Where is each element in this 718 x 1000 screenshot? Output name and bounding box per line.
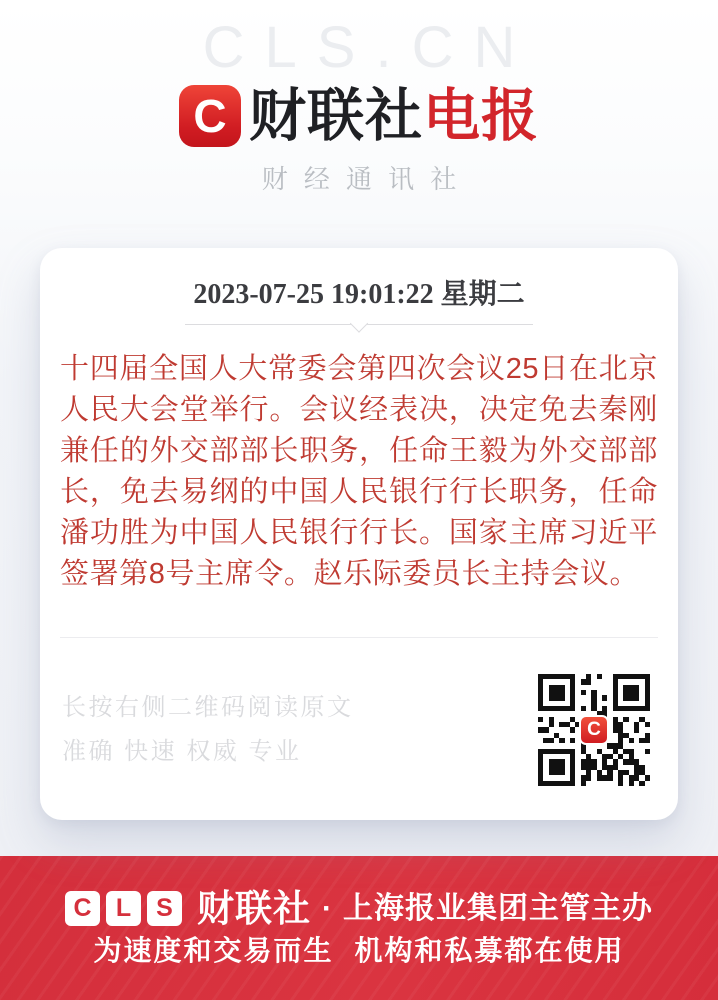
- banner-host-text: 上海报业集团主管主办: [343, 891, 653, 925]
- brand-logo: [0, 85, 718, 147]
- divider-notch-icon: [350, 314, 368, 332]
- telegraph-card: [40, 248, 678, 820]
- cls-letterbox-s: S: [147, 891, 182, 926]
- cls-letterbox-c: C: [65, 891, 100, 926]
- date-block: [185, 272, 533, 325]
- qr-hint-block: [60, 686, 354, 774]
- bottom-brand-banner: [0, 856, 718, 1000]
- qr-hint-line1: 长按右侧二维码阅读原文: [62, 694, 354, 721]
- cls-letterbox-l: L: [106, 891, 141, 926]
- banner-brand-line: [65, 890, 653, 927]
- date-divider: [185, 324, 533, 325]
- cls-watermark: CLS.CN: [202, 15, 536, 80]
- banner-separator: ·: [322, 891, 332, 925]
- brand-subtitle: 财经通讯社: [261, 164, 473, 194]
- datetime-text: 2023-07-25 19:01:22 星期二: [193, 279, 525, 310]
- cls-letterboxes: [65, 891, 182, 926]
- brand-title-black: 财联社: [249, 83, 423, 148]
- banner-slogan: 为速度和交易而生 机构和私募都在使用: [93, 936, 625, 967]
- qr-hint-line2: 准确 快速 权威 专业: [62, 738, 302, 765]
- qr-center-logo-icon: C: [579, 715, 609, 745]
- footer-divider: [60, 637, 658, 638]
- news-body-text: 十四届全国人大常委会第四次会议25日在北京人民大会堂举行。会议经表决，决定免去秦刚兼任的外交部部长职务，任命王毅为外交部部长，免去易纲的中国人民银行行长职务，任命潘功胜为中国人民银行行长。国家主席习近平签署第8号主席令。赵乐际委员长主持会议。: [60, 353, 658, 590]
- banner-brand-name: 财联社: [197, 888, 311, 929]
- brand-title: [249, 83, 539, 148]
- cls-c-badge-icon: C: [179, 85, 241, 147]
- qr-code[interactable]: [538, 674, 650, 786]
- brand-title-red: 电报: [423, 83, 539, 148]
- card-footer: [60, 674, 658, 786]
